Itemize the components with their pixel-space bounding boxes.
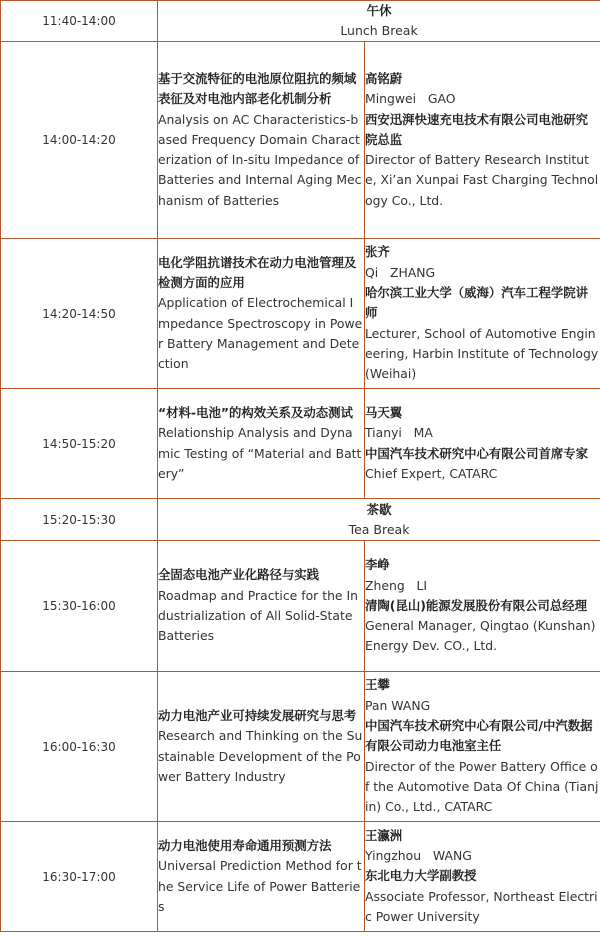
- speaker-name-zh: 王瀛洲: [365, 827, 403, 843]
- speaker-title-en: Director of the Power Battery Office of the Automotive Data Of China (Tianjin) Co., Ltd., CATARC: [365, 758, 599, 815]
- speaker-name-en: Yingzhou WANG: [365, 848, 472, 864]
- agenda-body: [1, 1, 600, 932]
- break-label-zh: 茶歇: [366, 501, 392, 517]
- topic-cell: [158, 239, 365, 389]
- time-cell: 16:00-16:30: [1, 672, 158, 822]
- speaker-name-zh: 张齐: [365, 244, 390, 260]
- time-cell: 11:40-14:00: [1, 1, 158, 42]
- speaker-title-en: Chief Expert, CATARC: [365, 465, 498, 481]
- topic-title-zh: “材料-电池”的构效关系及动态测试: [158, 404, 353, 420]
- speaker-name-en: Pan WANG: [365, 697, 431, 713]
- time-cell: 15:30-16:00: [1, 541, 158, 672]
- break-label-zh: 午休: [366, 3, 392, 18]
- speaker-name-en: Tianyi MA: [365, 425, 433, 441]
- speaker-title-en: Director of Battery Research Institute, Xi’an Xunpai Fast Charging Technology Co., Ltd.: [365, 152, 599, 208]
- session-row: [1, 541, 600, 672]
- speaker-org-zh: 中国汽车技术研究中心有限公司首席专家: [365, 445, 589, 461]
- speaker-name-zh: 高铭蔚: [365, 70, 403, 86]
- speaker-cell: [365, 672, 600, 822]
- topic-title-en: Research and Thinking on the Sustainable Development of the Power Battery Industry: [158, 728, 363, 784]
- topic-cell: [158, 389, 365, 499]
- session-row: [1, 822, 600, 932]
- time-cell: 14:50-15:20: [1, 389, 158, 499]
- topic-cell: [158, 822, 365, 932]
- break-label-en: Lunch Break: [340, 23, 418, 38]
- speaker-org-zh: 东北电力大学副教授: [365, 868, 477, 884]
- time-cell: 14:20-14:50: [1, 239, 158, 389]
- topic-title-zh: 动力电池产业可持续发展研究与思考: [158, 707, 357, 723]
- break-label-en: Tea Break: [348, 521, 410, 537]
- break-row: [1, 1, 600, 42]
- topic-title-en: Analysis on AC Characteristics-based Frequency Domain Characterization of In-situ Impedance of Batteries and Internal Aging Mechanism of Batteries: [158, 111, 362, 208]
- topic-cell: [158, 541, 365, 672]
- speaker-title-en: General Manager, Qingtao (Kunshan) Energy Dev. CO., Ltd.: [365, 618, 596, 654]
- speaker-name-en: Zheng LI: [365, 577, 428, 593]
- speaker-cell: [365, 239, 600, 389]
- topic-title-en: Universal Prediction Method for the Service Life of Power Batteries: [158, 858, 362, 914]
- time-cell: 16:30-17:00: [1, 822, 158, 932]
- speaker-title-en: Lecturer, School of Automotive Engineering, Harbin Institute of Technology (Weihai): [365, 325, 599, 382]
- speaker-title-en: Associate Professor, Northeast Electric Power University: [365, 888, 598, 924]
- speaker-name-zh: 马天翼: [365, 404, 403, 420]
- speaker-org-zh: 中国汽车技术研究中心有限公司/中汽数据有限公司动力电池室主任: [365, 718, 593, 754]
- speaker-name-zh: 王攀: [365, 677, 390, 693]
- topic-title-zh: 全固态电池产业化路径与实践: [158, 567, 320, 583]
- break-cell: [158, 1, 600, 42]
- speaker-name-en: Mingwei GAO: [365, 91, 456, 107]
- speaker-name-zh: 李峥: [365, 557, 390, 573]
- topic-title-zh: 动力电池使用寿命通用预测方法: [158, 837, 332, 853]
- topic-cell: [158, 42, 365, 239]
- topic-title-zh: 基于交流特征的电池原位阻抗的频域表征及对电池内部老化机制分析: [158, 70, 357, 107]
- session-row: [1, 239, 600, 389]
- session-row: [1, 389, 600, 499]
- session-row: [1, 42, 600, 239]
- speaker-org-zh: 哈尔滨工业大学（威海）汽车工程学院讲师: [365, 285, 589, 321]
- speaker-name-en: Qi ZHANG: [365, 264, 436, 280]
- speaker-org-zh: 西安迅湃快速充电技术有限公司电池研究院总监: [365, 111, 589, 147]
- topic-title-en: Roadmap and Practice for the Industrialization of All Solid-State Batteries: [158, 587, 358, 644]
- topic-title-en: Relationship Analysis and Dynamic Testing of “Material and Battery”: [158, 425, 362, 481]
- topic-title-en: Application of Electrochemical Impedance Spectroscopy in Power Battery Management and Detection: [158, 295, 363, 372]
- speaker-cell: [365, 42, 600, 239]
- topic-cell: [158, 672, 365, 822]
- session-row: [1, 672, 600, 822]
- speaker-cell: [365, 541, 600, 672]
- break-row: [1, 499, 600, 541]
- break-cell: [158, 499, 600, 541]
- speaker-cell: [365, 389, 600, 499]
- time-cell: 14:00-14:20: [1, 42, 158, 239]
- time-cell: 15:20-15:30: [1, 499, 158, 541]
- topic-title-zh: 电化学阻抗谱技术在动力电池管理及检测方面的应用: [158, 254, 357, 290]
- speaker-cell: [365, 822, 600, 932]
- speaker-org-zh: 清陶(昆山)能源发展股份有限公司总经理: [365, 597, 587, 613]
